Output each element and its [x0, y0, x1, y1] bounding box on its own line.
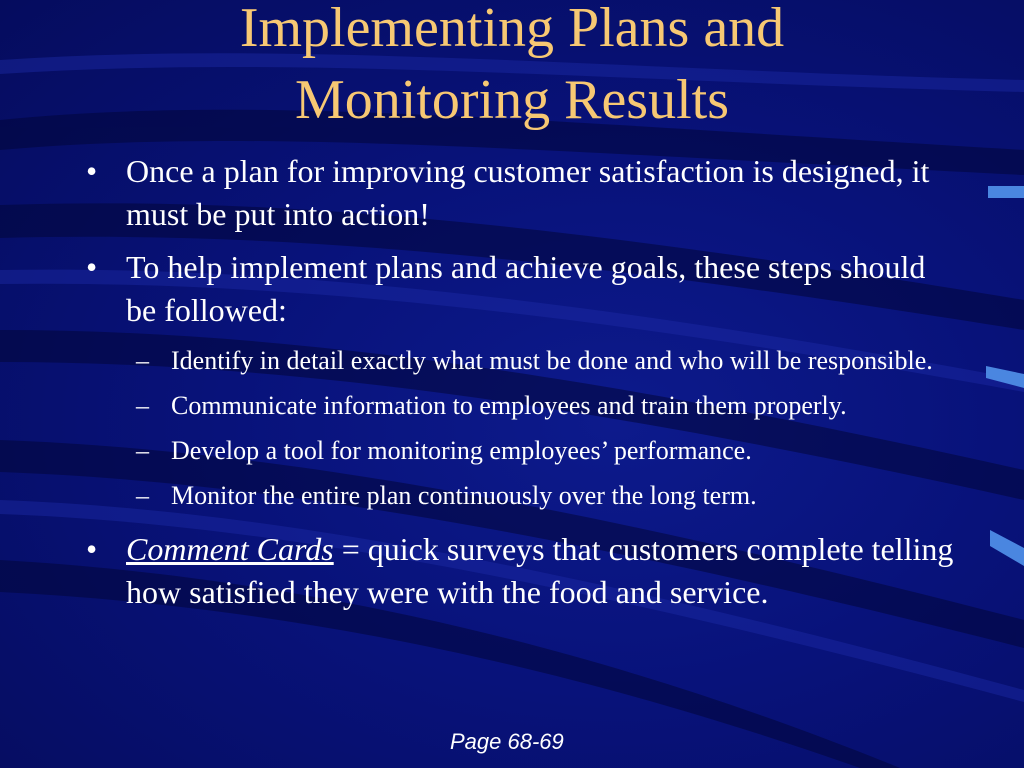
title-line-1: Implementing Plans and: [239, 0, 785, 59]
title-line-2: Monitoring Results: [294, 69, 730, 131]
sub-bullet-item: [126, 432, 954, 469]
bullet-item: [84, 246, 954, 332]
slide-title: [0, 0, 1024, 136]
bullet-mark: •: [86, 153, 98, 189]
comment-cards-term: Comment Cards: [126, 531, 334, 567]
sub-bullet-text: Communicate information to employees and train them properly.: [171, 391, 847, 420]
sub-bullet-text: Develop a tool for monitoring employees’ performance.: [171, 436, 752, 465]
bullet-mark: •: [86, 249, 98, 285]
bullet-mark: •: [86, 531, 98, 567]
dash-mark: –: [136, 346, 149, 375]
sub-bullet-item: [126, 477, 954, 514]
bullet-item: [84, 528, 954, 614]
sub-bullet-text: Identify in detail exactly what must be done and who will be responsible.: [171, 346, 933, 375]
dash-mark: –: [136, 436, 149, 465]
bullet-text: = quick surveys that customers complete telling how satisfied they were with the food and service.: [126, 531, 954, 610]
sub-bullet-text: Monitor the entire plan continuously over the long term.: [171, 481, 757, 510]
dash-mark: –: [136, 481, 149, 510]
sub-bullet-list: [84, 342, 954, 514]
bullet-text: Once a plan for improving customer satisfaction is designed, it must be put into action!: [126, 153, 930, 232]
sub-bullet-item: [126, 387, 954, 424]
bullet-text: To help implement plans and achieve goals, these steps should be followed:: [126, 249, 926, 328]
page-reference: Page 68-69: [450, 729, 564, 754]
bullet-list: [84, 150, 954, 624]
sub-bullet-item: [126, 342, 954, 379]
bullet-item: [84, 150, 954, 236]
dash-mark: –: [136, 391, 149, 420]
